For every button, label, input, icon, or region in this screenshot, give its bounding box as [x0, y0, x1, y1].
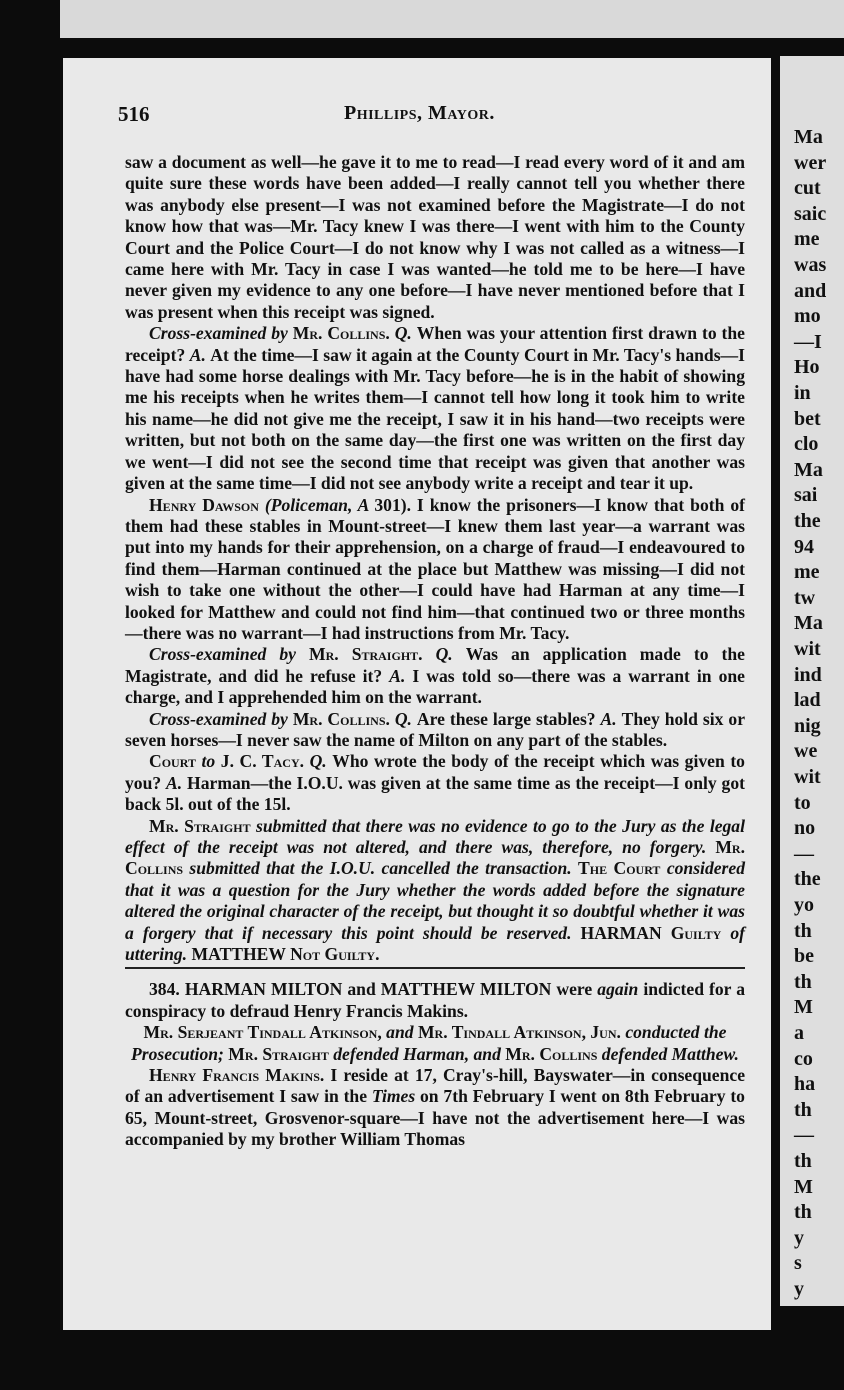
text-segment: Court: [149, 751, 202, 772]
facing-page-word: ind: [794, 663, 822, 686]
text-segment: Mr. Collins.: [292, 708, 395, 729]
text-segment: of uttering.: [125, 922, 745, 965]
text-segment: J. C. Tacy.: [220, 751, 310, 772]
facing-page-word: tw: [794, 586, 816, 609]
facing-page-word: sai: [794, 484, 818, 507]
facing-page-word: 94: [794, 535, 814, 558]
text-segment: Q.: [394, 323, 417, 344]
facing-page-word: th: [794, 1150, 812, 1172]
facing-page-word: Ho: [794, 356, 820, 379]
text-segment: indicted for a conspiracy to defraud Henry Francis Makins.: [125, 979, 745, 1021]
text-segment: A.: [166, 772, 188, 793]
text-segment: I reside at 17, Cray's-hill, Bayswater—in consequence of an advertisement I saw in the: [125, 1065, 746, 1107]
text-segment: Mr. Tindall Atkinson, Jun.: [417, 1022, 626, 1043]
text-segment: They hold six or seven horses—I never saw the name of Milton on any part of the stables.: [125, 708, 746, 750]
text-segment: Henry Francis Makins.: [149, 1065, 331, 1086]
text-segment: Q.: [394, 708, 417, 729]
facing-page-word: th: [794, 970, 812, 993]
facing-page-word: the: [794, 510, 821, 532]
text-segment: on 7th February I went on 8th February to 65, Mount-street, Grosvenor-square—I have not the advertisement here—I was accompanied by my brother William Thomas: [125, 1086, 745, 1150]
facing-page-word: M: [794, 1175, 813, 1198]
facing-page-word: mo: [794, 305, 821, 328]
testimony-paragraphs: [125, 152, 745, 965]
facing-page-word: clo: [794, 433, 819, 456]
facing-page-word: wer: [794, 151, 827, 174]
text-segment: When was your attention first drawn to the receipt?: [125, 323, 745, 365]
text-segment: Mr. Collins: [125, 837, 745, 879]
paragraph: [125, 323, 745, 494]
text-segment: A.: [389, 665, 413, 686]
text-segment: A.: [600, 708, 622, 729]
text-segment: MATTHEW: [191, 944, 291, 965]
facing-page-word: and: [794, 279, 827, 302]
paragraph: [125, 495, 745, 645]
facing-page-word: th: [794, 1201, 812, 1224]
body-text: [125, 152, 745, 1151]
case-paragraph: [125, 979, 745, 1022]
case-paragraph: [125, 1065, 745, 1151]
facing-page-word: me: [794, 561, 820, 584]
facing-page-word: —: [794, 842, 814, 865]
text-segment: Q.: [435, 644, 466, 665]
facing-page-word: th: [794, 919, 812, 942]
top-strip: [60, 0, 844, 38]
facing-page-word: ha: [794, 1073, 816, 1096]
facing-page-word: th: [794, 1098, 812, 1121]
book-page: [63, 58, 771, 1330]
facing-page-word: lad: [794, 689, 821, 712]
facing-page-word: bet: [794, 407, 821, 430]
facing-page-word: Ma: [794, 126, 823, 148]
facing-page-word: Ma: [794, 612, 823, 635]
facing-page-word: the: [794, 868, 821, 891]
facing-page-word: to: [794, 791, 811, 814]
text-segment: 301). I know the prisoners—I know that both of them had these stables in Mount-street—I knew them last year—a warrant was put into my hands for their apprehension, on a charge of fraud—I endeavoured to find them—Harman continued at the place but Matthew was missing—I did not wish to take one without the other—I could have had Harman at any time—I looked for Matthew and could not find him—that continued two or three months—there was no warrant—I had instructions from Mr. Tacy.: [125, 494, 745, 643]
text-segment: HARMAN: [580, 922, 671, 943]
text-segment: 384. HARMAN MILTON and MATTHEW MILTON were: [149, 979, 598, 1000]
text-segment: (Policeman, A: [264, 494, 375, 515]
facing-page-word: Ma: [794, 458, 823, 481]
facing-page-word: yo: [794, 894, 814, 916]
text-segment: Are these large stables?: [416, 708, 601, 729]
facing-page-word: —I: [794, 330, 822, 353]
text-segment: The Court: [578, 858, 667, 879]
text-segment: Mr. Straight: [228, 1043, 334, 1064]
facing-page-word: y: [794, 1278, 804, 1300]
text-segment: A.: [189, 344, 211, 365]
facing-page-word: y: [794, 1226, 804, 1249]
text-segment: Harman—the I.O.U. was given at the same time as the receipt—I only got back 5l. out of the 15l.: [125, 772, 745, 815]
text-segment: Cross-examined by: [149, 644, 309, 665]
paragraph: [125, 709, 745, 752]
text-segment: Henry Dawson: [149, 494, 265, 515]
page-number: 516: [118, 102, 150, 126]
text-segment: At the time—I saw it again at the County Court in Mr. Tacy's hands—I have had some horse dealings with Mr. Tacy before—he is in the habit of showing me his receipts when he writes them—I cannot tell how long it took him to write his name—he did not give me the receipt, I saw it in his hand—two receipts were written, but not both on the same day—the first one was written on the first day we went—I did not see the second time that receipt was given that another was given at the same time—I did not see anybody write a receipt and tear it up.: [125, 344, 745, 494]
text-segment: Mr. Straight.: [308, 644, 436, 665]
text-segment: again: [597, 979, 644, 1000]
facing-page-word: wit: [794, 638, 821, 660]
facing-page-word: me: [794, 228, 820, 251]
case-paragraphs: [125, 979, 745, 1150]
facing-page-edge: [780, 56, 844, 1306]
text-segment: Times: [371, 1086, 420, 1107]
facing-page-word: we: [794, 740, 818, 763]
text-segment: defended Matthew.: [601, 1043, 739, 1064]
text-segment: Cross-examined by: [149, 323, 293, 344]
facing-page-word: wit: [794, 766, 821, 788]
case-paragraph: [125, 1022, 745, 1065]
running-head: Phillips, Mayor.: [344, 102, 495, 124]
text-segment: Cross-examined by: [149, 708, 293, 729]
facing-page-word: was: [794, 254, 827, 276]
text-segment: considered that it was a question for the Jury whether the words added before the signature altered the original character of the receipt, but thought it so doubtful whether it was a forgery that if necessary this point should be reserved.: [125, 858, 745, 943]
facing-page-word: a: [794, 1022, 804, 1044]
text-segment: saw a document as well—he gave it to me to read—I read every word of it and am quite sure these words have been added—I really cannot tell you whether there was anybody else present—I was not examined before the Magistrate—I do not know how that was—Mr. Tacy knew I was there—I went with him to the County Court and the Police Court—I do not know why I was not called as a witness—I came here with Mr. Tacy in case I was wanted—he told me to be here—I have never given my evidence to any one before—I have never mentioned before that I was present when this receipt was signed.: [125, 152, 745, 322]
facing-page-word: M: [794, 996, 813, 1019]
paragraph: [125, 644, 745, 708]
section-divider: [125, 967, 745, 969]
text-segment: defended Harman, and: [333, 1043, 506, 1064]
facing-page-word: nig: [794, 714, 821, 737]
facing-page-word: in: [794, 382, 811, 404]
text-segment: Mr. Straight: [149, 815, 257, 836]
facing-page-word: no: [794, 817, 816, 840]
text-segment: Q.: [309, 751, 333, 772]
text-segment: Mr. Collins: [505, 1043, 602, 1064]
page-header: [118, 102, 758, 132]
facing-page-word: be: [794, 945, 814, 968]
text-segment: Who wrote the body of the receipt which was given to you?: [125, 751, 745, 793]
paragraph: [125, 751, 745, 815]
text-segment: I was told so—there was a warrant in one charge, and I apprehended him on the warrant.: [125, 665, 745, 708]
text-segment: submitted that there was no evidence to go to the Jury as the legal effect of the receipt was not altered, and there was, therefore, no forgery.: [125, 815, 745, 857]
text-segment: and: [386, 1022, 418, 1043]
text-segment: Was an application made to the Magistrate, and did he refuse it?: [125, 644, 745, 686]
text-segment: conducted the Prosecution;: [131, 1022, 727, 1064]
paragraph: [125, 152, 745, 323]
text-segment: to: [201, 751, 221, 772]
facing-page-word: saic: [794, 202, 827, 225]
text-segment: Not Guilty.: [290, 944, 380, 965]
facing-page-word: cut: [794, 177, 821, 200]
text-segment: Mr. Collins.: [292, 323, 395, 344]
text-segment: submitted that the I.O.U. cancelled the transaction.: [189, 858, 579, 879]
facing-page-word: s: [794, 1252, 802, 1275]
text-segment: Guilty: [670, 922, 731, 943]
facing-page-word: —: [794, 1124, 814, 1147]
paragraph: [125, 816, 745, 966]
text-segment: Mr. Serjeant Tindall Atkinson,: [143, 1022, 387, 1043]
facing-page-word: co: [794, 1047, 813, 1070]
